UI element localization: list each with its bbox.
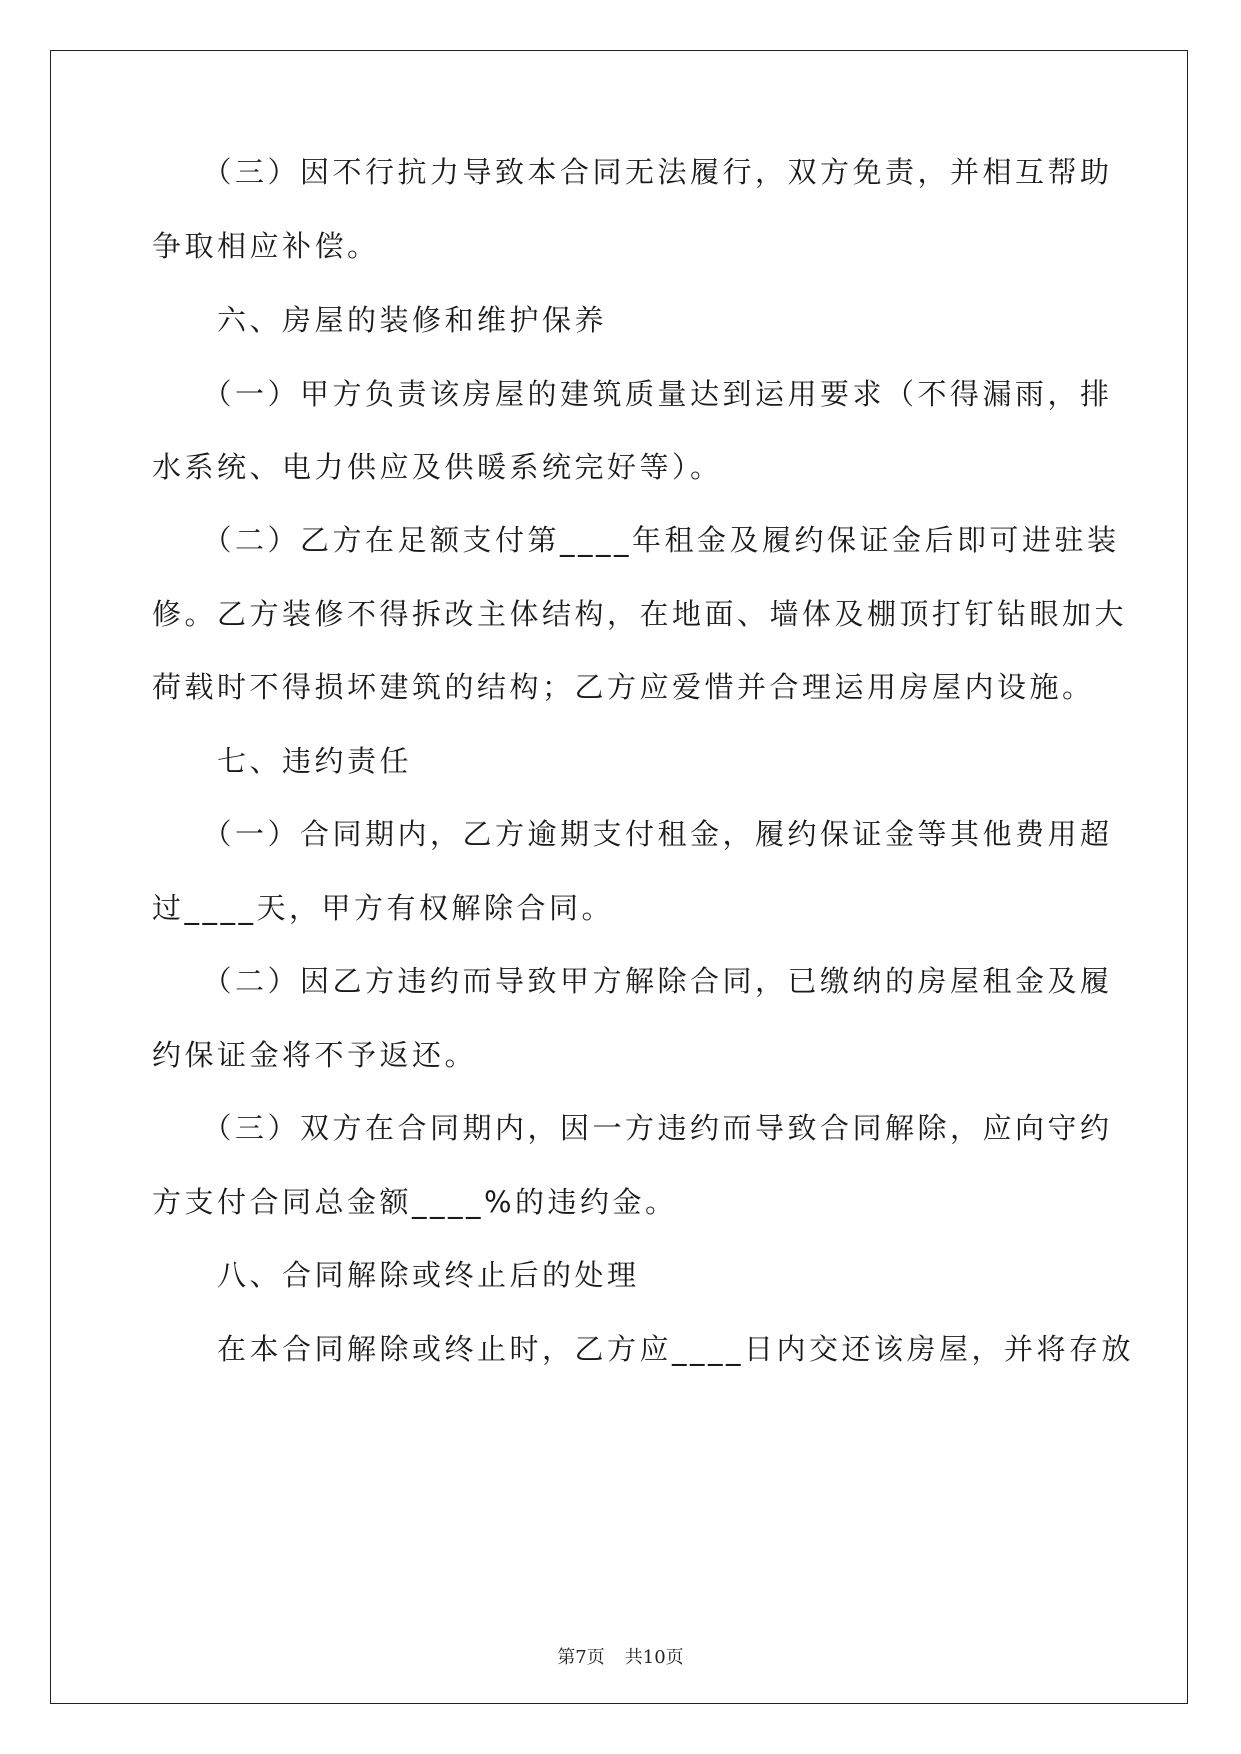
- text-line: 水系统、电力供应及供暖系统完好等）。: [152, 450, 723, 484]
- text-line: （一）合同期内，乙方逾期支付租金，履约保证金等其他费用超: [152, 817, 1113, 851]
- text-line: （三）双方在合同期内，因一方违约而导致合同解除，应向守约: [152, 1111, 1113, 1145]
- text-line: 在本合同解除或终止时，乙方应____日内交还该房屋，并将存放: [152, 1332, 1135, 1366]
- text-line: 争取相应补偿。: [152, 229, 380, 263]
- section-heading: 八、合同解除或终止后的处理: [152, 1258, 640, 1292]
- page-total: 共10页: [624, 1647, 684, 1668]
- page-border: [50, 50, 1188, 1704]
- text-line: 方支付合同总金额____%的违约金。: [152, 1185, 678, 1219]
- text-line: （二）乙方在足额支付第____年租金及履约保证金后即可进驻装: [152, 523, 1120, 557]
- section-heading: 六、房屋的装修和维护保养: [152, 303, 608, 337]
- text-line: 荷载时不得损坏建筑的结构；乙方应爱惜并合理运用房屋内设施。: [152, 670, 1095, 704]
- page-footer: [0, 1643, 1241, 1669]
- text-line: （二）因乙方违约而导致甲方解除合同，已缴纳的房屋租金及履: [152, 964, 1113, 998]
- text-line: 修。乙方装修不得拆改主体结构，在地面、墙体及棚顶打钉钻眼加大: [152, 597, 1128, 631]
- section-heading: 七、违约责任: [152, 744, 413, 778]
- text-line: （三）因不行抗力导致本合同无法履行，双方免责，并相互帮助: [152, 155, 1113, 189]
- text-line: （一）甲方负责该房屋的建筑质量达到运用要求（不得漏雨，排: [152, 377, 1113, 411]
- text-line: 约保证金将不予返还。: [152, 1038, 478, 1072]
- text-line: 过____天，甲方有权解除合同。: [152, 891, 615, 925]
- page-number: 第7页: [557, 1647, 605, 1668]
